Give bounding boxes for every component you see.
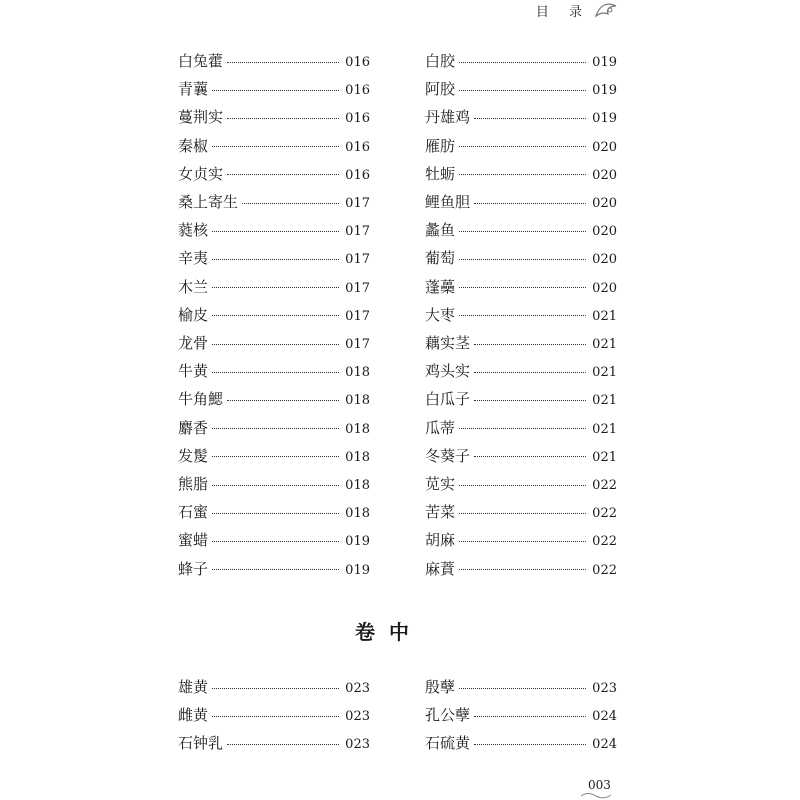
entry-title: 大枣 xyxy=(425,305,456,324)
entry-title: 女贞实 xyxy=(178,164,224,183)
entry-page-number: 017 xyxy=(345,196,370,211)
dot-leader xyxy=(212,513,339,514)
dot-leader xyxy=(227,174,339,175)
dot-leader xyxy=(212,90,339,91)
toc-entry xyxy=(425,276,617,296)
toc-entry xyxy=(178,558,370,578)
toc-entry xyxy=(425,676,617,696)
entry-page-number: 016 xyxy=(345,83,370,99)
entry-title: 发髲 xyxy=(178,446,209,465)
toc-entry xyxy=(178,219,370,239)
corner-ornament-icon xyxy=(594,0,618,18)
dot-leader xyxy=(212,231,339,232)
entry-title: 蠡鱼 xyxy=(425,221,456,240)
entry-page-number: 024 xyxy=(592,737,617,753)
entry-page-number: 023 xyxy=(345,737,370,753)
toc-entry xyxy=(425,529,617,549)
entry-title: 秦椒 xyxy=(178,136,209,155)
entry-title: 牛黄 xyxy=(178,362,209,381)
page-header xyxy=(0,0,800,24)
toc-entry xyxy=(178,247,370,267)
entry-title: 白瓜子 xyxy=(425,390,471,409)
toc-entry xyxy=(425,163,617,183)
toc-entry xyxy=(425,191,617,211)
entry-page-number: 020 xyxy=(592,224,617,240)
entry-title: 石蜜 xyxy=(178,503,209,522)
entry-page-number: 023 xyxy=(592,681,617,696)
entry-page-number: 017 xyxy=(345,308,370,324)
toc-entry xyxy=(178,704,370,724)
dot-leader xyxy=(212,315,339,316)
toc-entry xyxy=(178,135,370,155)
entry-title: 熊脂 xyxy=(178,475,209,493)
dot-leader xyxy=(459,315,586,316)
entry-title: 葡萄 xyxy=(425,249,456,268)
dot-leader xyxy=(212,428,339,429)
entry-title: 瓜蒂 xyxy=(425,418,456,437)
dot-leader xyxy=(459,146,586,147)
toc-entry xyxy=(178,106,370,126)
entry-page-number: 021 xyxy=(592,421,617,437)
entry-page-number: 020 xyxy=(592,167,617,183)
entry-title: 冬葵子 xyxy=(425,446,471,465)
entry-title: 雁肪 xyxy=(425,136,456,155)
toc-entry xyxy=(178,473,370,493)
toc-entry xyxy=(425,501,617,521)
dot-leader xyxy=(459,174,586,175)
entry-title: 苦菜 xyxy=(425,503,456,522)
toc-entry xyxy=(178,676,370,696)
dot-leader xyxy=(212,716,339,717)
toc-entry xyxy=(178,50,370,70)
toc-entry xyxy=(178,388,370,408)
dot-leader xyxy=(459,90,586,91)
toc-entry xyxy=(425,558,617,578)
toc-entry xyxy=(178,445,370,465)
section-title: 卷中 xyxy=(355,620,423,644)
entry-title: 鲤鱼胆 xyxy=(425,193,471,211)
dot-leader xyxy=(227,62,339,63)
toc-entry xyxy=(425,473,617,493)
entry-title: 苋实 xyxy=(425,475,456,493)
dot-leader xyxy=(212,485,339,486)
entry-title: 辛夷 xyxy=(178,249,209,268)
toc-entry xyxy=(425,332,617,352)
dot-leader xyxy=(474,400,586,401)
entry-page-number: 016 xyxy=(345,55,370,70)
toc-entry xyxy=(178,732,370,752)
dot-leader xyxy=(212,259,339,260)
dot-leader xyxy=(474,203,586,204)
dot-leader xyxy=(212,287,339,288)
entry-title: 龙骨 xyxy=(178,334,209,352)
dot-leader xyxy=(459,428,586,429)
entry-title: 蜜蜡 xyxy=(178,531,209,550)
toc-entry xyxy=(425,732,617,752)
toc-entry xyxy=(178,276,370,296)
dot-leader xyxy=(227,400,339,401)
toc-entry xyxy=(425,360,617,380)
entry-title: 阿胶 xyxy=(425,80,456,99)
toc-entry xyxy=(178,163,370,183)
entry-title: 胡麻 xyxy=(425,531,456,550)
entry-page-number: 017 xyxy=(345,280,370,296)
entry-title: 牛角鰓 xyxy=(178,390,224,409)
header-title: 目 录 xyxy=(535,5,590,20)
footer-ornament-icon xyxy=(580,791,612,800)
dot-leader xyxy=(227,744,339,745)
entry-page-number: 023 xyxy=(345,681,370,696)
dot-leader xyxy=(242,203,339,204)
toc-entry xyxy=(425,135,617,155)
entry-page-number: 023 xyxy=(345,709,370,725)
entry-page-number: 022 xyxy=(592,534,617,550)
toc-entry xyxy=(425,445,617,465)
dot-leader xyxy=(459,688,586,689)
entry-title: 桑上寄生 xyxy=(178,193,239,211)
entry-page-number: 019 xyxy=(592,55,617,70)
dot-leader xyxy=(474,344,586,345)
toc-entry xyxy=(425,50,617,70)
dot-leader xyxy=(459,62,586,63)
dot-leader xyxy=(459,541,586,542)
entry-page-number: 020 xyxy=(592,139,617,155)
entry-page-number: 017 xyxy=(345,337,370,352)
toc-entry xyxy=(425,388,617,408)
entry-page-number: 021 xyxy=(592,337,617,352)
entry-page-number: 018 xyxy=(345,365,370,381)
entry-page-number: 018 xyxy=(345,478,370,493)
toc-entry xyxy=(425,78,617,98)
entry-title: 麻蕡 xyxy=(425,559,456,578)
entry-title: 牡蛎 xyxy=(425,164,456,183)
dot-leader xyxy=(459,569,586,570)
toc-entry xyxy=(425,106,617,126)
entry-page-number: 016 xyxy=(345,167,370,183)
entry-title: 麝香 xyxy=(178,418,209,437)
entry-page-number: 019 xyxy=(345,534,370,550)
entry-page-number: 021 xyxy=(592,365,617,381)
entry-page-number: 021 xyxy=(592,449,617,465)
dot-leader xyxy=(212,146,339,147)
toc-entry xyxy=(178,304,370,324)
toc-entry xyxy=(425,417,617,437)
page-number: 003 xyxy=(588,778,611,792)
dot-leader xyxy=(212,569,339,570)
entry-page-number: 018 xyxy=(345,421,370,437)
entry-title: 青蘘 xyxy=(178,80,209,99)
entry-title: 丹雄鸡 xyxy=(425,108,471,127)
dot-leader xyxy=(459,513,586,514)
entry-page-number: 020 xyxy=(592,196,617,211)
entry-title: 殷孽 xyxy=(425,678,456,696)
entry-title: 雌黄 xyxy=(178,706,209,725)
entry-page-number: 017 xyxy=(345,252,370,268)
entry-title: 木兰 xyxy=(178,277,209,296)
entry-page-number: 019 xyxy=(592,111,617,127)
entry-title: 蓬蘽 xyxy=(425,277,456,296)
toc-entry xyxy=(178,501,370,521)
dot-leader xyxy=(459,231,586,232)
dot-leader xyxy=(212,688,339,689)
toc-entry xyxy=(425,219,617,239)
dot-leader xyxy=(474,716,586,717)
toc-entry xyxy=(425,304,617,324)
toc-entry xyxy=(178,360,370,380)
entry-title: 白胶 xyxy=(425,52,456,70)
dot-leader xyxy=(459,259,586,260)
entry-page-number: 019 xyxy=(345,562,370,578)
dot-leader xyxy=(459,287,586,288)
entry-page-number: 016 xyxy=(345,139,370,155)
entry-page-number: 022 xyxy=(592,562,617,578)
entry-title: 雄黄 xyxy=(178,678,209,696)
entry-page-number: 020 xyxy=(592,252,617,268)
entry-page-number: 020 xyxy=(592,280,617,296)
dot-leader xyxy=(474,456,586,457)
entry-page-number: 021 xyxy=(592,308,617,324)
entry-title: 石硫黄 xyxy=(425,734,471,753)
dot-leader xyxy=(227,118,339,119)
toc-entry xyxy=(178,417,370,437)
toc-entry xyxy=(178,332,370,352)
entry-title: 蔓荆实 xyxy=(178,108,224,127)
toc-entry xyxy=(425,247,617,267)
entry-page-number: 019 xyxy=(592,83,617,99)
entry-title: 石钟乳 xyxy=(178,734,224,753)
dot-leader xyxy=(459,485,586,486)
entry-page-number: 016 xyxy=(345,111,370,127)
entry-page-number: 017 xyxy=(345,224,370,240)
entry-page-number: 018 xyxy=(345,393,370,409)
entry-title: 蕤核 xyxy=(178,221,209,240)
entry-title: 蜂子 xyxy=(178,559,209,578)
entry-page-number: 018 xyxy=(345,449,370,465)
entry-page-number: 021 xyxy=(592,393,617,409)
toc-entry xyxy=(425,704,617,724)
entry-title: 孔公孽 xyxy=(425,706,471,725)
entry-page-number: 022 xyxy=(592,478,617,493)
entry-page-number: 018 xyxy=(345,506,370,522)
dot-leader xyxy=(212,344,339,345)
dot-leader xyxy=(212,541,339,542)
entry-page-number: 022 xyxy=(592,506,617,522)
dot-leader xyxy=(474,372,586,373)
toc-entry xyxy=(178,529,370,549)
entry-page-number: 024 xyxy=(592,709,617,725)
entry-title: 鸡头实 xyxy=(425,362,471,381)
dot-leader xyxy=(474,118,586,119)
entry-title: 藕实茎 xyxy=(425,334,471,352)
entry-title: 白兔藿 xyxy=(178,52,224,70)
dot-leader xyxy=(212,456,339,457)
entry-title: 榆皮 xyxy=(178,305,209,324)
toc-entry xyxy=(178,78,370,98)
dot-leader xyxy=(474,744,586,745)
toc-entry xyxy=(178,191,370,211)
dot-leader xyxy=(212,372,339,373)
